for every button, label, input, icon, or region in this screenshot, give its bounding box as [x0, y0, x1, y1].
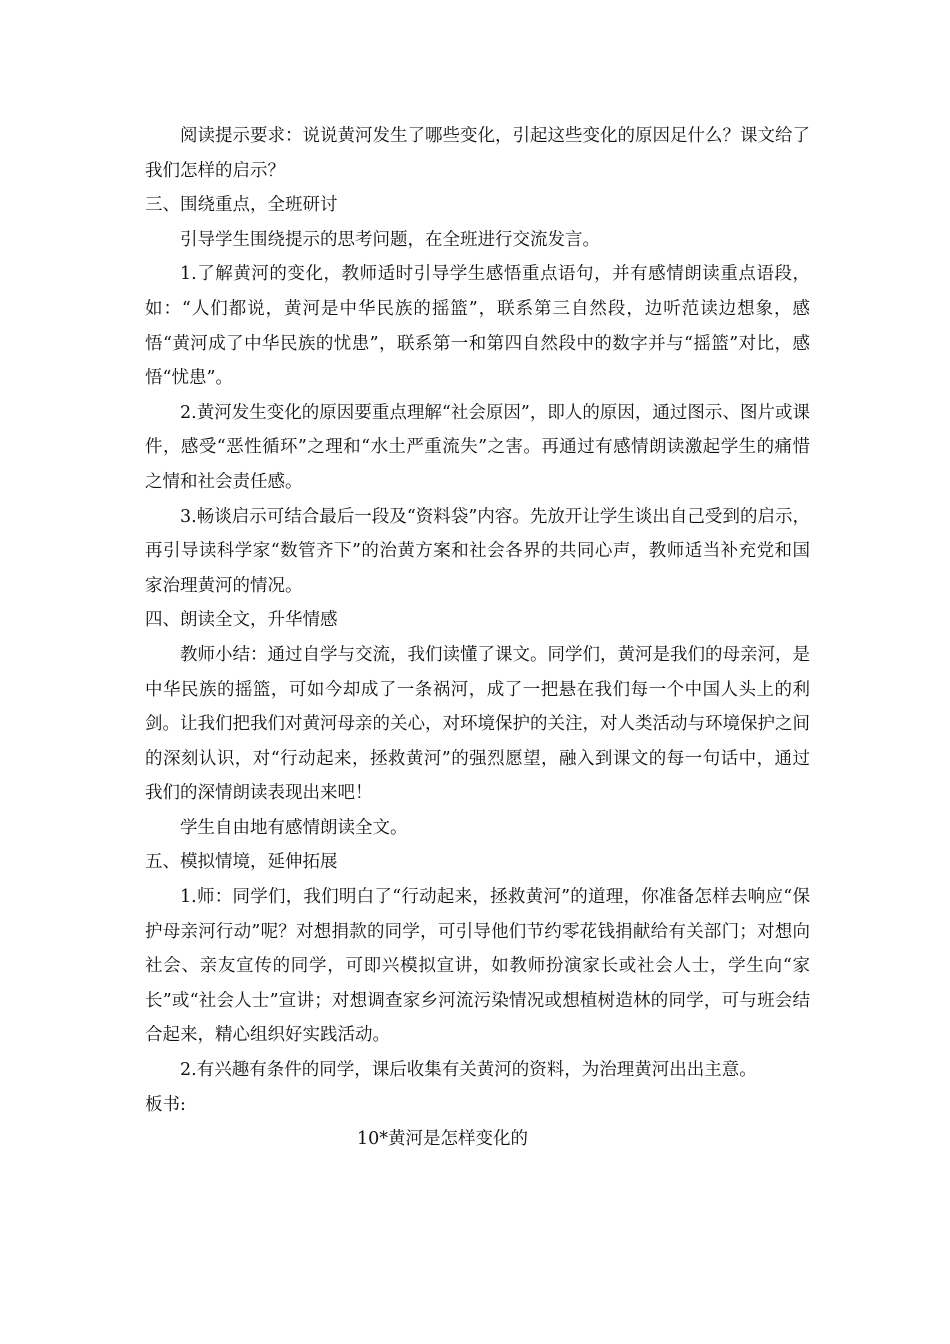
section4-summary: 教师小结：通过自学与交流，我们读懂了课文。同学们，黄河是我们的母亲河，是中华民族的摇篮，可如今却成了一条祸河，成了一把悬在我们每一个中国人头上的利剑。让我们把我们对黄河母亲的关心，对环境保护的关注，对人类活动与环境保护之间的深刻认识，对“行动起来，拯救黄河”的强烈愿望，融入到课文的每一句话中，通过我们的深情朗读表现出来吧！: [145, 644, 810, 804]
reading-prompt: 阅读提示要求：说说黄河发生了哪些变化，引起这些变化的原因足什么？课文给了我们怎样的启示？: [145, 126, 810, 181]
section3-item-2: 2.黄河发生变化的原因要重点理解“社会原因”，即人的原因，通过图示、图片或课件，感受“恶性循环”之理和“水土严重流失”之害。再通过有感情朗读激起学生的痛惜之情和社会责任感。: [145, 402, 810, 492]
board-label: 板书:: [145, 1094, 186, 1115]
section4-heading: 四、朗读全文，升华情感: [145, 610, 338, 631]
section5-heading: 五、模拟情境，延伸拓展: [145, 852, 338, 873]
section5-item-2: 2.有兴趣有条件的同学，课后收集有关黄河的资料，为治理黄河出出主意。: [180, 1060, 757, 1081]
document-body: [145, 119, 810, 1157]
board-title: 10*黄河是怎样变化的: [357, 1129, 529, 1150]
section3-item-1: 1.了解黄河的变化，教师适时引导学生感悟重点语句，并有感情朗读重点语段，如：“人们都说，黄河是中华民族的摇篮”，联系第三自然段，边听范读边想象，感悟“黄河成了中华民族的忧患”，联系第一和第四自然段中的数字并与“摇篮”对比，感悟“忧患”。: [145, 264, 810, 389]
section3-intro: 引导学生围绕提示的思考问题，在全班进行交流发言。: [180, 229, 600, 250]
section3-heading: 三、围绕重点，全班研讨: [145, 195, 338, 216]
section5-item-1: 1.师：同学们，我们明白了“行动起来，拯救黄河”的道理，你准备怎样去响应“保护母亲河行动”呢？对想捐款的同学，可引导他们节约零花钱捐献给有关部门；对想向社会、亲友宣传的同学，可即兴模拟宣讲，如教师扮演家长或社会人士，学生向“家长”或“社会人士”宣讲；对想调查家乡河流污染情况或想植树造林的同学，可与班会结合起来，精心组织好实践活动。: [145, 887, 810, 1046]
section3-item-3: 3.畅谈启示可结合最后一段及“资料袋”内容。先放开让学生谈出自己受到的启示，再引导读科学家“数管齐下”的治黄方案和社会各界的共同心声，教师适当补充党和国家治理黄河的情况。: [145, 506, 810, 596]
section4-reading: 学生自由地有感情朗读全文。: [180, 817, 408, 838]
